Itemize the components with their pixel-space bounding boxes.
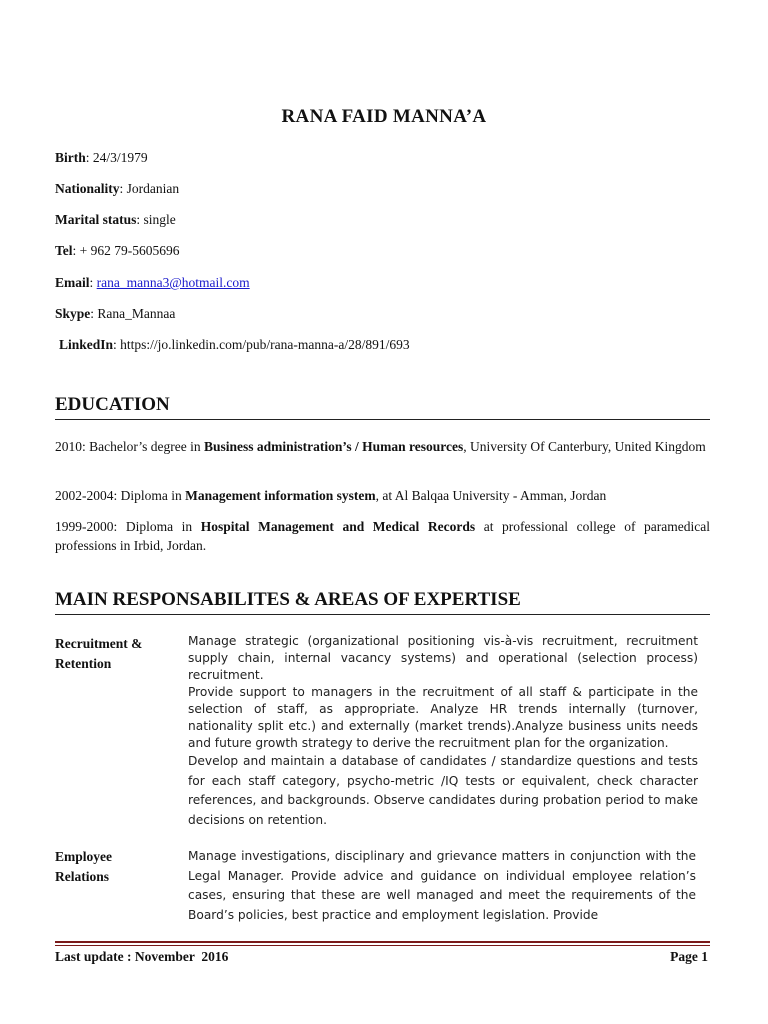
- tel-value: : + 962 79-5605696: [72, 243, 180, 258]
- page-number: Page 1: [670, 949, 708, 964]
- expertise-divider: [55, 614, 710, 615]
- relations-label: [55, 847, 175, 887]
- education-item-1-text: 2010: Bachelor’s degree in: [55, 439, 204, 454]
- tel-label: Tel: [55, 243, 73, 258]
- email-label: Email: [55, 275, 90, 290]
- education-item-2-text: 2002-2004: Diploma in: [55, 488, 186, 503]
- birth-line: [55, 150, 148, 166]
- education-item-3-text: 1999-2000: Diploma in: [55, 519, 201, 534]
- nationality-line: [55, 181, 179, 197]
- education-item-2: [55, 486, 710, 505]
- tel-line: [55, 243, 180, 259]
- education-item-3-degree: Hospital Management and Medical Records: [200, 519, 476, 534]
- skype-label: Skype: [55, 306, 91, 321]
- marital-value: : single: [136, 212, 176, 227]
- nationality-value: : Jordanian: [119, 181, 180, 196]
- skype-line: [55, 306, 175, 322]
- relations-label-line-1: Employee: [55, 849, 112, 864]
- education-divider: [55, 419, 710, 420]
- marital-line: [55, 212, 176, 228]
- candidate-name: RANA FAID MANNA’A: [281, 106, 487, 127]
- nationality-label: Nationality: [55, 181, 120, 196]
- marital-label: Marital status: [55, 212, 137, 227]
- relations-label-line-2: Relations: [55, 869, 109, 884]
- education-item-1-school: , University Of Canterbury, United Kingdom: [463, 439, 706, 454]
- email-line: [55, 275, 250, 291]
- birth-label: Birth: [55, 150, 86, 165]
- linkedin-label: LinkedIn: [59, 337, 114, 352]
- email-separator: :: [89, 275, 97, 290]
- education-item-3: [55, 517, 710, 555]
- education-item-2-degree: Management information system: [185, 488, 376, 503]
- birth-value: : 24/3/1979: [85, 150, 148, 165]
- relations-paragraph-1: Manage investigations, disciplinary and grievance matters in conjunction with the Legal Manager. Provide advice and guidance on individual employee relation’s cases, ensuring that these are well managed and meet the requirements of the Board’s policies, best practice and employment legislation. Provide: [188, 849, 696, 922]
- footer-divider-thick: [55, 941, 710, 943]
- recruitment-label-line-2: Retention: [55, 656, 112, 671]
- education-item-1-degree: Business administration’s / Human resources: [203, 439, 464, 454]
- education-item-2-school: , at Al Balqaa University - Amman, Jordan: [375, 488, 607, 503]
- email-link[interactable]: rana_manna3@hotmail.com: [96, 275, 250, 290]
- linkedin-value: : https://jo.linkedin.com/pub/rana-manna-a/28/891/693: [113, 337, 410, 352]
- relations-description: [188, 847, 696, 925]
- recruitment-paragraph-3: Develop and maintain a database of candidates / standardize questions and tests for each staff category, psycho-metric /IQ tests or equivalent, check character references, and backgrounds. Observe candidates during probation period to make decisions on retention.: [188, 754, 698, 827]
- education-item-3-school: at professional college of paramedical professions in Irbid, Jordan.: [55, 519, 710, 553]
- footer-divider-thin: [55, 945, 710, 946]
- recruitment-label-line-1: Recruitment &: [55, 636, 143, 651]
- skype-value: : Rana_Mannaa: [90, 306, 176, 321]
- education-heading: EDUCATION: [55, 394, 170, 415]
- recruitment-label: [55, 634, 175, 674]
- recruitment-paragraph-1: Manage strategic (organizational positioning vis-à-vis recruitment, recruitment supply chain, internal vacancy systems) and operational (selection process) recruitment.: [188, 634, 698, 682]
- recruitment-paragraph-2: Provide support to managers in the recruitment of all staff & participate in the selection of staff, as appropriate. Analyze HR trends internally (turnover, nationality split etc.) and externally (market trends).Analyze business units needs and future growth strategy to derive the recruitment plan for the organization.: [188, 685, 698, 750]
- education-item-1: [55, 437, 710, 456]
- last-update: Last update : November 2016: [55, 949, 229, 964]
- expertise-heading: MAIN RESPONSABILITES & AREAS OF EXPERTISE: [55, 589, 521, 610]
- linkedin-line: [59, 337, 410, 353]
- recruitment-description: [188, 633, 698, 830]
